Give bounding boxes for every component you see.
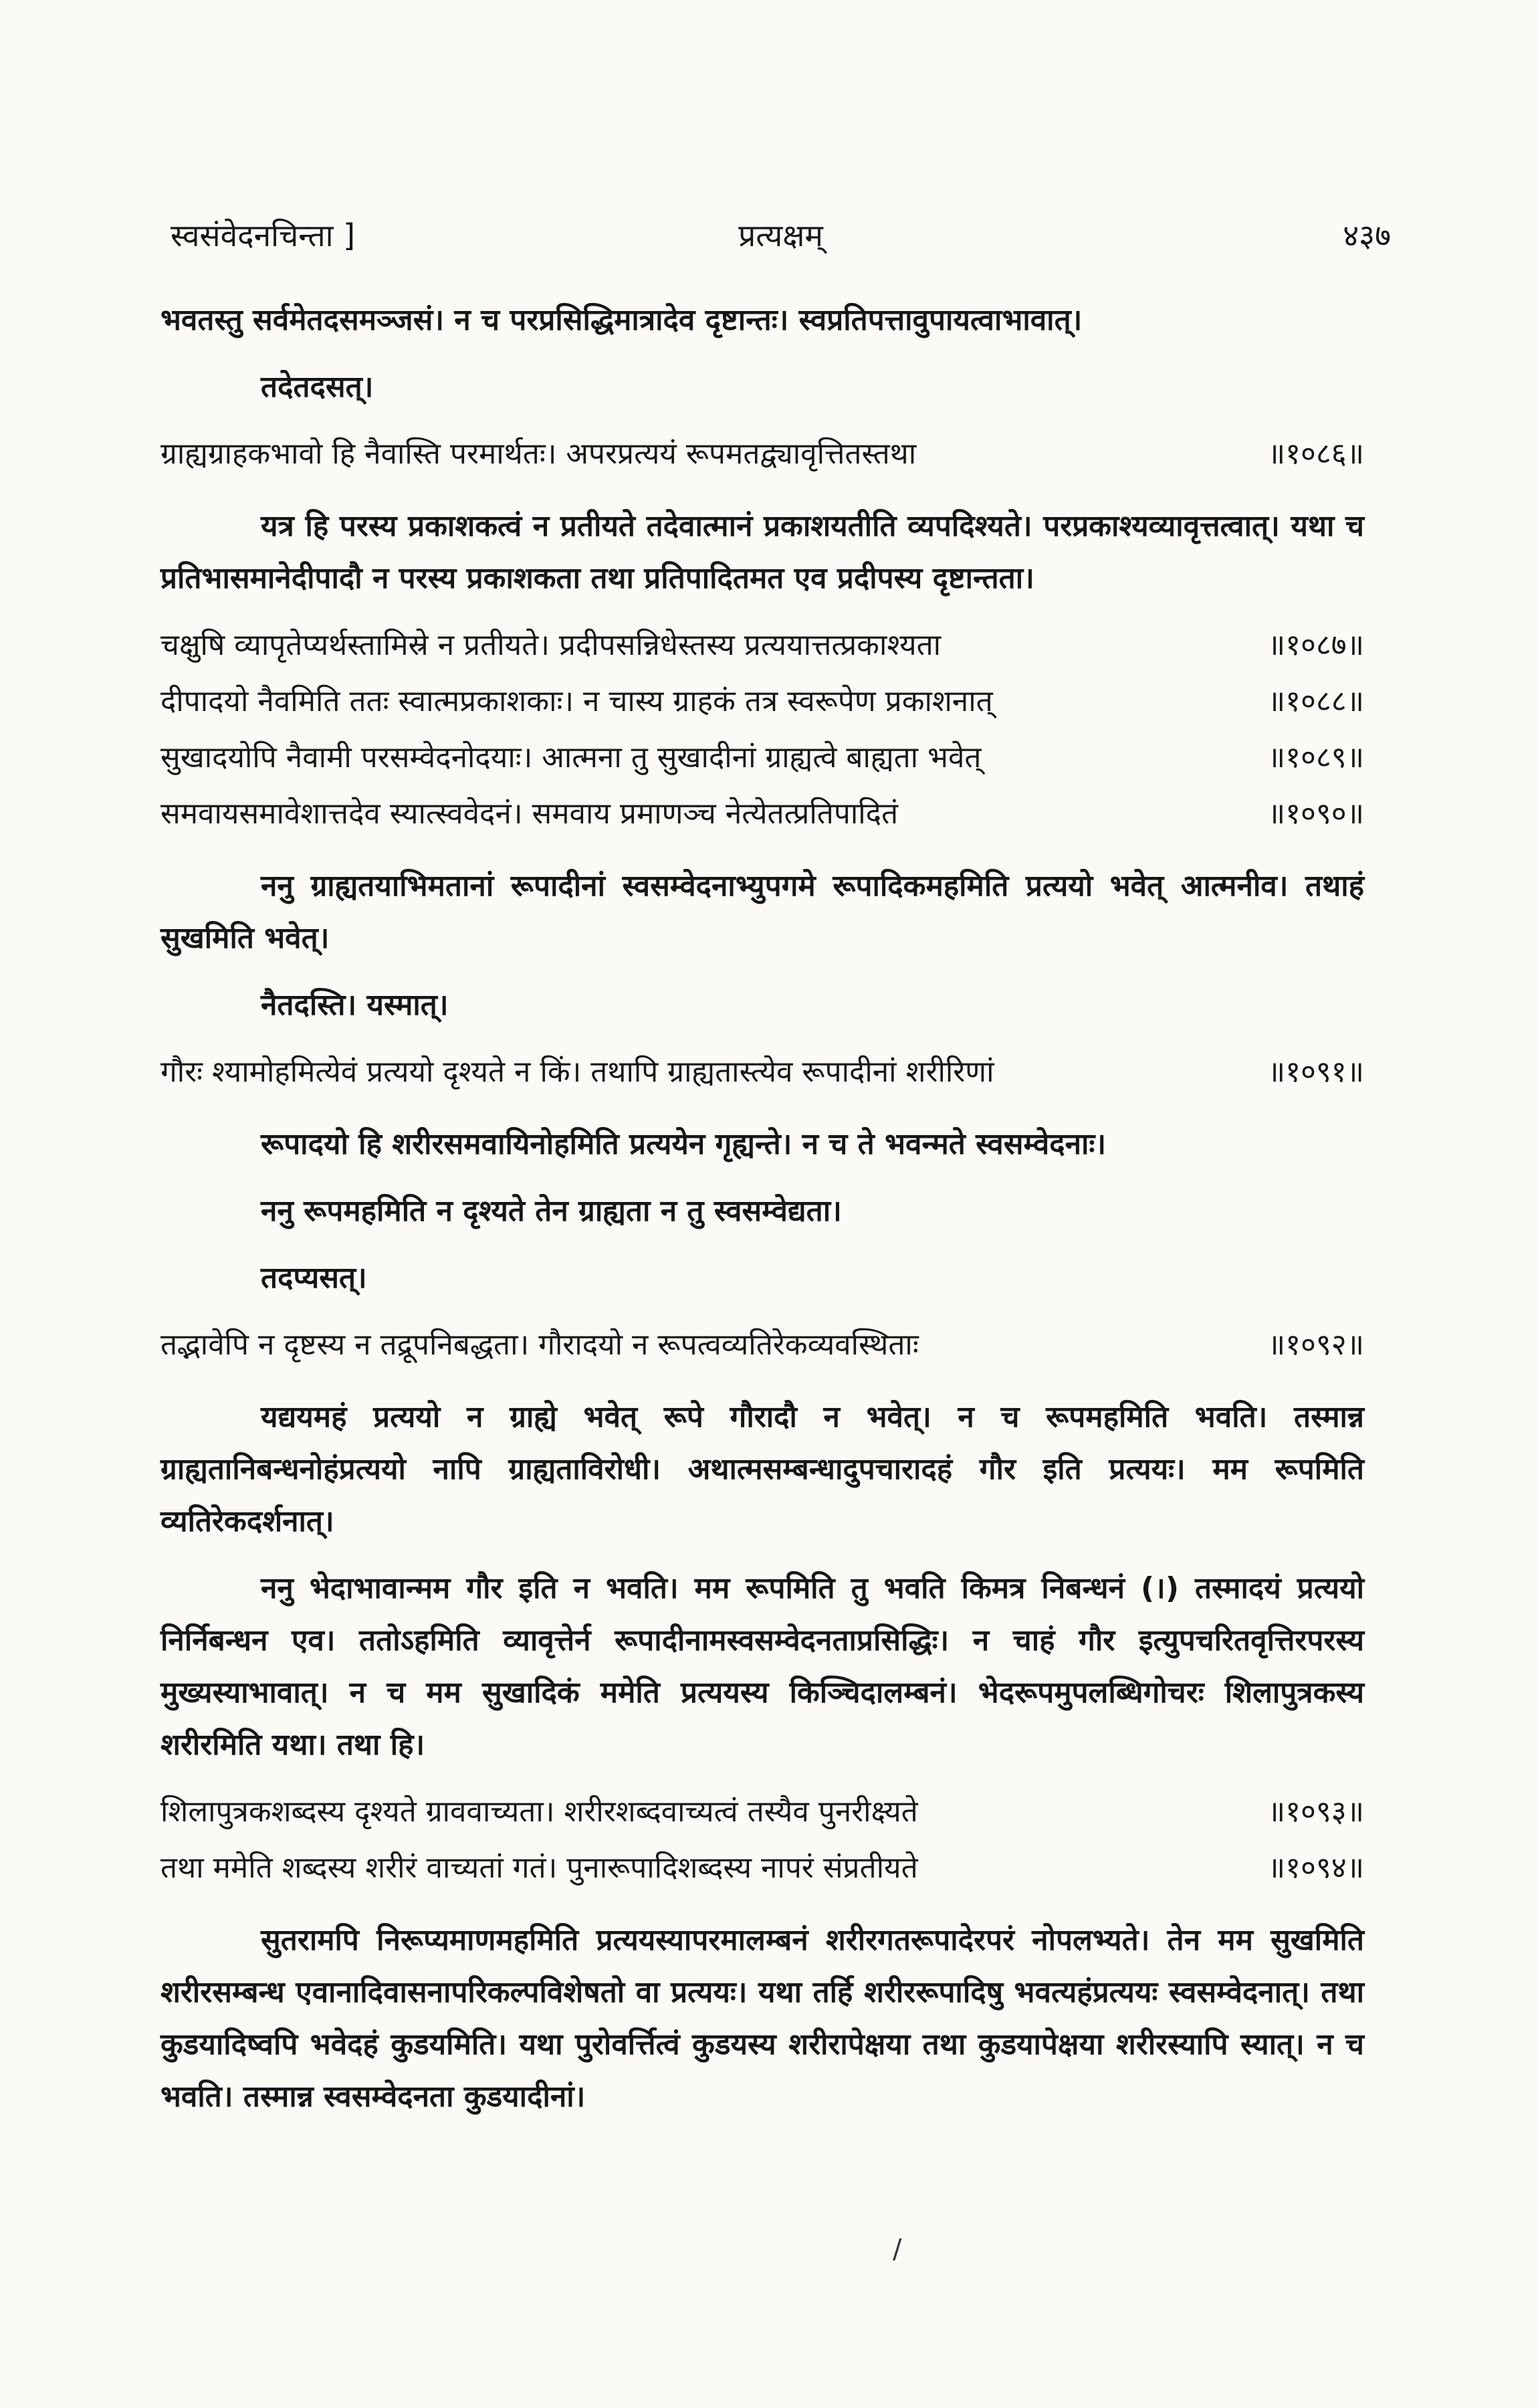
paragraph: नैतदस्ति। यस्मात्। xyxy=(261,988,449,1022)
paragraph: यद्ययमहं प्रत्ययो न ग्राह्ये भवेत् रूपे गौरादौ न भवेत्। न च रूपमहमिति भवति। तस्मान्न ग्राह्यतानिबन्धनोहंप्रत्ययो नापि ग्राह्यताविरोधी। अथात्मसम्बन्धादुपचारादहं गौर इति प्रत्ययः। मम रूपमिति व्यतिरेकदर्शनात्। xyxy=(160,1400,1364,1538)
verse-text: चक्षुषि व्यापृतेप्यर्थस्तामिस्रे न प्रतीयते। प्रदीपसन्निधेस्तस्य प्रत्ययात्तत्प्रकाश्यता xyxy=(160,628,942,662)
main-text xyxy=(160,294,1364,2138)
verse-line xyxy=(160,788,1364,840)
paragraph: तदेतदसत्। xyxy=(261,370,374,404)
verse-number: ॥१०८७॥ xyxy=(1267,628,1364,662)
running-header xyxy=(171,214,1391,268)
paragraph: ननु ग्राह्यतयाभिमतानां रूपादीनां स्वसम्वेदनाभ्युपगमे रूपादिकमहमिति प्रत्ययो भवेत् आत्मनीव। तथाहं सुखमिति भवेत्। xyxy=(160,869,1364,955)
verse-number: ॥१०८६॥ xyxy=(1267,437,1364,471)
verse-number: ॥१०९३॥ xyxy=(1267,1795,1364,1829)
verse-line xyxy=(160,1786,1364,1838)
stray-mark: / xyxy=(893,2234,902,2265)
verse-text: शिलापुत्रकशब्दस्य दृश्यते ग्राववाच्यता। शरीरशब्दवाच्यत्वं तस्यैव पुनरीक्ष्यते xyxy=(160,1795,918,1829)
verse-text: दीपादयो नैवमिति ततः स्वात्मप्रकाशकाः। न चास्य ग्राहकं तत्र स्वरूपेण प्रकाशनात् xyxy=(160,684,993,718)
verse-line xyxy=(160,1842,1364,1894)
chapter-title: प्रत्यक्षम् xyxy=(738,217,823,254)
verse-number: ॥१०८८॥ xyxy=(1267,684,1364,718)
verse-line xyxy=(160,1319,1364,1371)
verse-text: समवायसमावेशात्तदेव स्यात्स्ववेदनं। समवाय प्रमाणञ्च नेत्येतत्प्रतिपादितं xyxy=(160,797,899,831)
verse-number: ॥१०८९॥ xyxy=(1267,740,1364,775)
paragraph: यत्र हि परस्य प्रकाशकत्वं न प्रतीयते तदेवात्मानं प्रकाशयतीति व्यपदिश्यते। परप्रकाश्यव्यावृत्तत्वात्। यथा च प्रतिभासमानेदीपादौ न परस्य प्रकाशकता तथा प्रतिपादितमत एव प्रदीपस्य दृष्टान्तता। xyxy=(160,509,1364,595)
paragraph: रूपादयो हि शरीरसमवायिनोहमिति प्रत्ययेन गृह्यन्ते। न च ते भवन्मते स्वसम्वेदनाः। xyxy=(261,1127,1106,1161)
verse-text: गौरः श्यामोहमित्येवं प्रत्ययो दृश्यते न किं। तथापि ग्राह्यतास्त्येव रूपादीनां शरीरिणां xyxy=(160,1055,994,1089)
verse-text: तथा ममेति शब्दस्य शरीरं वाच्यतां गतं। पुनारूपादिशब्दस्य नापरं संप्रतीयते xyxy=(160,1851,918,1885)
verse-line xyxy=(160,732,1364,784)
verse-line xyxy=(160,1046,1364,1098)
verse-line xyxy=(160,619,1364,672)
verse-line xyxy=(160,428,1364,480)
verse-number: ॥१०९४॥ xyxy=(1267,1851,1364,1885)
paragraph: ननु भेदाभावान्मम गौर इति न भवति। मम रूपमिति तु भवति किमत्र निबन्धनं (।) तस्मादयं प्रत्ययो निर्निबन्धन एव। ततोऽहमिति व्यावृत्तेर्न रूपादीनामस्वसम्वेदनताप्रसिद्धिः। न चाहं गौर इत्युपचरितवृत्तिरपरस्य मुख्यस्याभावात्। न च मम सुखादिकं ममेति प्रत्ययस्य किञ्चिदालम्बनं। भेदरूपमुपलब्धिगोचरः शिलापुत्रकस्य शरीरमिति यथा। तथा हि। xyxy=(160,1571,1364,1762)
paragraph: तदप्यसत्। xyxy=(261,1261,367,1295)
verse-text: सुखादयोपि नैवामी परसम्वेदनोदयाः। आत्मना तु सुखादीनां ग्राह्यत्वे बाह्यता भवेत् xyxy=(160,740,982,775)
section-title: स्वसंवेदनचिन्ता ] xyxy=(171,217,356,254)
page-number: ४३७ xyxy=(1343,217,1391,254)
verse-number: ॥१०९०॥ xyxy=(1267,797,1364,831)
paragraph: ननु रूपमहमिति न दृश्यते तेन ग्राह्यता न तु स्वसम्वेद्यता। xyxy=(261,1194,842,1228)
verse-line xyxy=(160,676,1364,728)
paragraph: भवतस्तु सर्वमेतदसमञ्जसं। न च परप्रसिद्धिमात्रादेव दृष्टान्तः। स्वप्रतिपत्तावुपायत्वाभावात्। xyxy=(160,303,1083,337)
verse-number: ॥१०९२॥ xyxy=(1267,1328,1364,1362)
paragraph: सुतरामपि निरूप्यमाणमहमिति प्रत्ययस्यापरमालम्बनं शरीरगतरूपादेरपरं नोपलभ्यते। तेन मम सुखमिति शरीरसम्बन्ध एवानादिवासनापरिकल्पविशेषतो वा प्रत्ययः। यथा तर्हि शरीररूपादिषु भवत्यहंप्रत्ययः स्वसम्वेदनात्। तथा कुडयादिष्वपि भवेदहं कुडयमिति। यथा पुरोवर्त्तित्वं कुडयस्य शरीरापेक्षया तथा कुडयापेक्षया शरीरस्यापि स्यात्। न च भवति। तस्मान्न स्वसम्वेदनता कुडयादीनां। xyxy=(160,1923,1364,2114)
verse-number: ॥१०९१॥ xyxy=(1267,1055,1364,1089)
verse-text: ग्राह्यग्राहकभावो हि नैवास्ति परमार्थतः। अपरप्रत्ययं रूपमतद्व्यावृत्तितस्तथा xyxy=(160,437,917,471)
verse-text: तद्भावेपि न दृष्टस्य न तद्रूपनिबद्धता। गौरादयो न रूपत्वव्यतिरेकव्यवस्थिताः xyxy=(160,1328,919,1362)
